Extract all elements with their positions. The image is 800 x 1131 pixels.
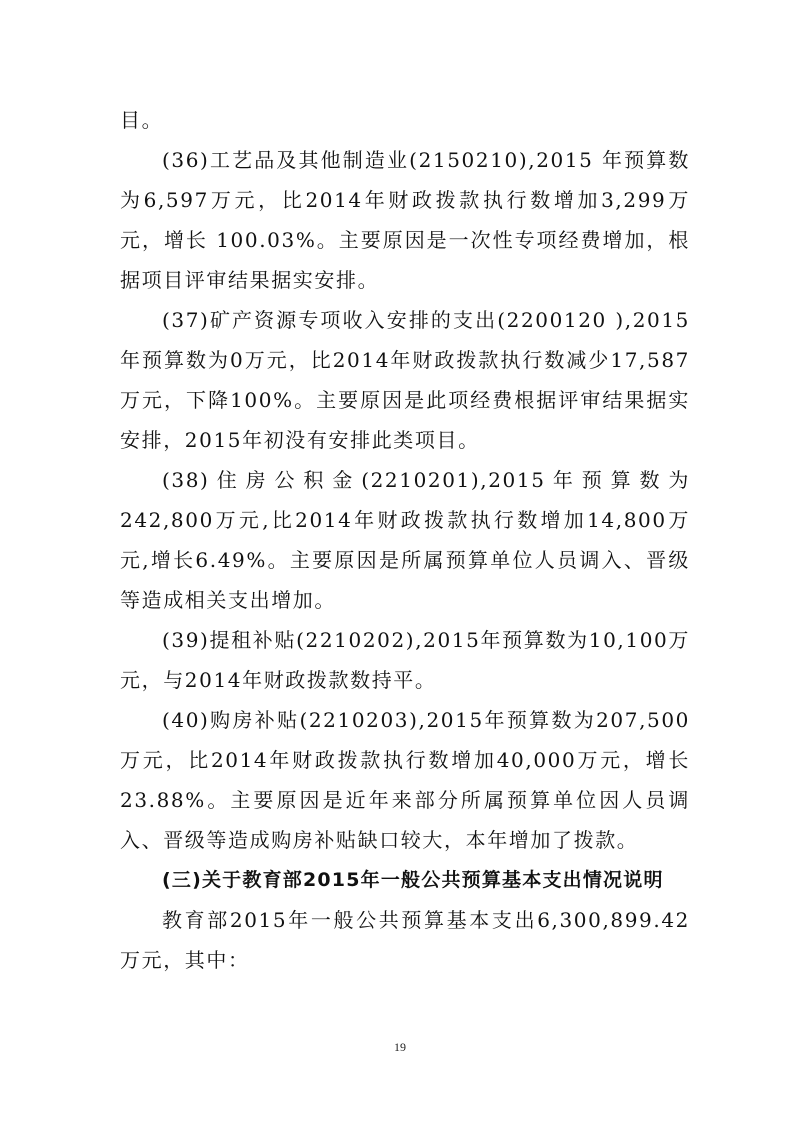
paragraph-item-40: (40)购房补贴(2210203),2015年预算数为207,500万元，比2014年财政拨款执行数增加40,000万元，增长23.88%。主要原因是近年来部分所属预算单位因人员调入、晋级等造成购房补贴缺口较大，本年增加了拨款。 [120,708,690,852]
paragraph-item-36: (36)工艺品及其他制造业(2150210),2015 年预算数为6,597万元，比2014年财政拨款执行数增加3,299万元，增长 100.03%。主要原因是一次性专项经费增加，根据项目评审结果据实安排。 [120,148,690,292]
paragraph-item-39: (39)提租补贴(2210202),2015年预算数为10,100万元，与2014年财政拨款数持平。 [120,628,690,692]
page-number: 19 [394,1040,406,1054]
paragraph-item-37: (37)矿产资源专项收入安排的支出(2200120 ),2015 年预算数为0万元，比2014年财政拨款执行数减少17,587万元，下降100%。主要原因是此项经费根据评审结果据实安排，2015年初没有安排此类项目。 [120,308,690,452]
paragraph-item-38: (38)住房公积金(2210201),2015年预算数为242,800万元,比2014年财政拨款执行数增加14,800万元,增长6.49%。主要原因是所属预算单位人员调入、晋级等造成相关支出增加。 [120,468,690,612]
section-heading: (三)关于教育部2015年一般公共预算基本支出情况说明 [162,869,664,891]
paragraph-continuation: 目。 [120,108,164,132]
paragraph-basic-expenditure: 教育部2015年一般公共预算基本支出6,300,899.42 万元，其中： [120,908,690,972]
document-body [120,100,690,980]
